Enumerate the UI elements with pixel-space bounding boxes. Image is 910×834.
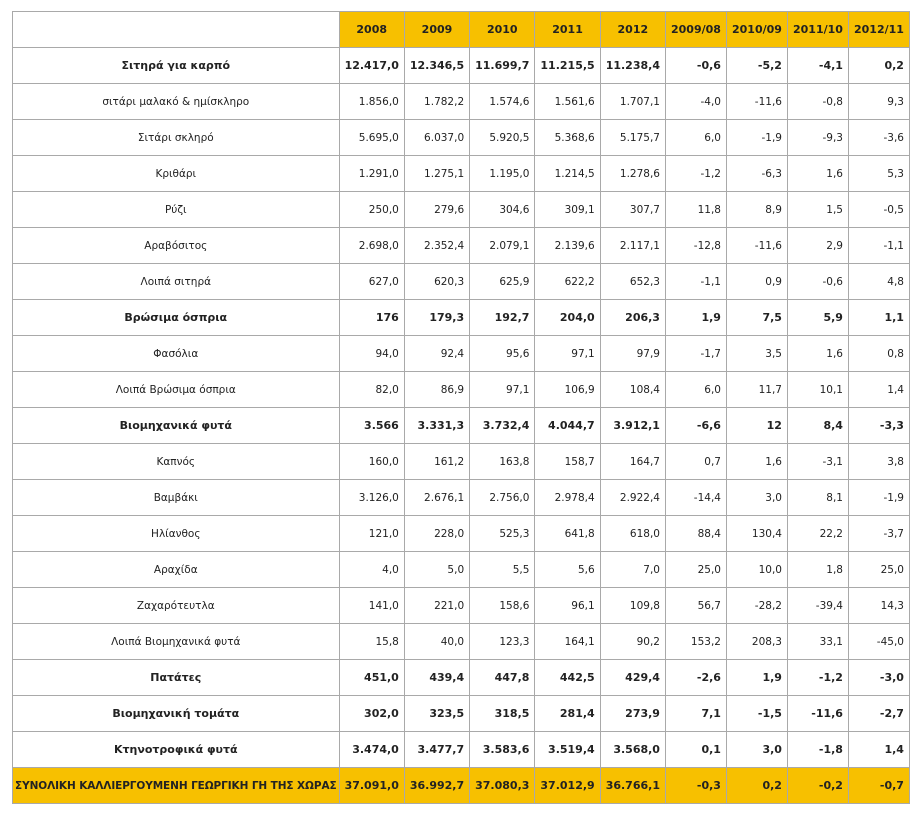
row-value: 1,4 (848, 732, 909, 768)
total-value: 37.091,0 (339, 768, 404, 804)
row-value: 7,1 (665, 696, 726, 732)
table-row (13, 732, 910, 768)
table-row (13, 624, 910, 660)
row-value: 8,9 (726, 192, 787, 228)
row-value: 88,4 (665, 516, 726, 552)
row-value: 2.978,4 (535, 480, 600, 516)
table-row (13, 156, 910, 192)
table-row (13, 696, 910, 732)
row-value: 4,0 (339, 552, 404, 588)
row-value: 1.291,0 (339, 156, 404, 192)
row-value: 652,3 (600, 264, 665, 300)
row-value: 204,0 (535, 300, 600, 336)
row-value: -45,0 (848, 624, 909, 660)
row-value: 8,1 (787, 480, 848, 516)
row-label: Αραχίδα (13, 552, 340, 588)
row-value: -11,6 (787, 696, 848, 732)
table-row (13, 588, 910, 624)
row-value: 3,0 (726, 480, 787, 516)
row-value: 4.044,7 (535, 408, 600, 444)
row-value: 1.195,0 (470, 156, 535, 192)
row-value: 1.856,0 (339, 84, 404, 120)
row-value: -9,3 (787, 120, 848, 156)
row-value: -1,7 (665, 336, 726, 372)
row-value: 11.238,4 (600, 48, 665, 84)
row-value: -1,5 (726, 696, 787, 732)
row-value: 15,8 (339, 624, 404, 660)
row-value: 130,4 (726, 516, 787, 552)
row-value: 97,1 (470, 372, 535, 408)
row-value: 625,9 (470, 264, 535, 300)
row-label: Βιομηχανική τομάτα (13, 696, 340, 732)
column-header: 2010/09 (726, 12, 787, 48)
row-value: 1.782,2 (404, 84, 469, 120)
row-value: -0,6 (787, 264, 848, 300)
row-value: 0,1 (665, 732, 726, 768)
column-header: 2010 (470, 12, 535, 48)
row-value: 2.922,4 (600, 480, 665, 516)
row-value: 442,5 (535, 660, 600, 696)
row-value: 318,5 (470, 696, 535, 732)
row-value: 6.037,0 (404, 120, 469, 156)
total-value: 36.766,1 (600, 768, 665, 804)
row-value: 7,5 (726, 300, 787, 336)
table-body (13, 48, 910, 768)
row-value: 5,3 (848, 156, 909, 192)
row-value: -6,3 (726, 156, 787, 192)
row-value: 5,0 (404, 552, 469, 588)
row-value: 161,2 (404, 444, 469, 480)
total-value: -0,3 (665, 768, 726, 804)
row-value: -3,3 (848, 408, 909, 444)
row-value: 618,0 (600, 516, 665, 552)
crop-area-table (12, 11, 910, 804)
row-value: 2.079,1 (470, 228, 535, 264)
row-value: 176 (339, 300, 404, 336)
row-value: 0,2 (848, 48, 909, 84)
row-value: -1,9 (726, 120, 787, 156)
row-value: 309,1 (535, 192, 600, 228)
row-value: 622,2 (535, 264, 600, 300)
row-value: 281,4 (535, 696, 600, 732)
row-value: 307,7 (600, 192, 665, 228)
row-value: 1,4 (848, 372, 909, 408)
row-value: -4,0 (665, 84, 726, 120)
row-value: 121,0 (339, 516, 404, 552)
row-value: 1,9 (726, 660, 787, 696)
row-value: -2,7 (848, 696, 909, 732)
row-value: 92,4 (404, 336, 469, 372)
total-label: ΣΥΝΟΛΙΚΗ ΚΑΛΛΙΕΡΓΟΥΜΕΝΗ ΓΕΩΡΓΙΚΗ ΓΗ ΤΗΣ ΧΩΡΑΣ (13, 768, 340, 804)
row-value: 279,6 (404, 192, 469, 228)
row-value: 106,9 (535, 372, 600, 408)
row-value: 9,3 (848, 84, 909, 120)
row-value: -39,4 (787, 588, 848, 624)
row-label: Καπνός (13, 444, 340, 480)
row-value: 208,3 (726, 624, 787, 660)
row-value: 5,6 (535, 552, 600, 588)
row-value: 1,1 (848, 300, 909, 336)
table-row (13, 300, 910, 336)
total-row (13, 768, 910, 804)
row-value: 25,0 (848, 552, 909, 588)
row-value: 25,0 (665, 552, 726, 588)
row-value: 3.331,3 (404, 408, 469, 444)
table-row (13, 660, 910, 696)
row-value: 11,7 (726, 372, 787, 408)
row-value: 447,8 (470, 660, 535, 696)
row-value: -3,1 (787, 444, 848, 480)
row-label: Βαμβάκι (13, 480, 340, 516)
column-header: 2008 (339, 12, 404, 48)
row-label: Ηλίανθος (13, 516, 340, 552)
row-value: -14,4 (665, 480, 726, 516)
row-value: 206,3 (600, 300, 665, 336)
row-value: 641,8 (535, 516, 600, 552)
row-value: 0,8 (848, 336, 909, 372)
row-label: Λοιπά σιτηρά (13, 264, 340, 300)
row-value: 90,2 (600, 624, 665, 660)
row-value: 3.583,6 (470, 732, 535, 768)
table-row (13, 480, 910, 516)
row-label: σιτάρι μαλακό & ημίσκληρο (13, 84, 340, 120)
row-value: 525,3 (470, 516, 535, 552)
total-value: 37.080,3 (470, 768, 535, 804)
row-value: 11.215,5 (535, 48, 600, 84)
row-value: 429,4 (600, 660, 665, 696)
row-value: -11,6 (726, 84, 787, 120)
row-label: Σιτηρά για καρπό (13, 48, 340, 84)
row-value: -3,0 (848, 660, 909, 696)
row-value: 12 (726, 408, 787, 444)
row-value: 5.368,6 (535, 120, 600, 156)
row-value: 439,4 (404, 660, 469, 696)
total-value: 37.012,9 (535, 768, 600, 804)
row-value: 5,9 (787, 300, 848, 336)
row-value: 1,6 (726, 444, 787, 480)
table-row (13, 372, 910, 408)
row-label: Πατάτες (13, 660, 340, 696)
row-value: 82,0 (339, 372, 404, 408)
row-label: Λοιπά Βιομηχανικά φυτά (13, 624, 340, 660)
row-value: 163,8 (470, 444, 535, 480)
row-value: 97,1 (535, 336, 600, 372)
table-row (13, 408, 910, 444)
row-value: 141,0 (339, 588, 404, 624)
row-value: 1.574,6 (470, 84, 535, 120)
row-value: 2.139,6 (535, 228, 600, 264)
row-value: -28,2 (726, 588, 787, 624)
row-value: -1,2 (787, 660, 848, 696)
table-row (13, 516, 910, 552)
row-value: -0,5 (848, 192, 909, 228)
row-value: 10,1 (787, 372, 848, 408)
row-value: 2.698,0 (339, 228, 404, 264)
row-value: 33,1 (787, 624, 848, 660)
row-value: 3.568,0 (600, 732, 665, 768)
table-row (13, 444, 910, 480)
row-label: Κτηνοτροφικά φυτά (13, 732, 340, 768)
table-row (13, 552, 910, 588)
row-value: 3.912,1 (600, 408, 665, 444)
row-value: 6,0 (665, 120, 726, 156)
row-value: -1,8 (787, 732, 848, 768)
row-value: 1.278,6 (600, 156, 665, 192)
row-value: 302,0 (339, 696, 404, 732)
column-header: 2012/11 (848, 12, 909, 48)
row-label: Σιτάρι σκληρό (13, 120, 340, 156)
row-value: 5.175,7 (600, 120, 665, 156)
row-value: 3.566 (339, 408, 404, 444)
row-value: 250,0 (339, 192, 404, 228)
row-value: 2.756,0 (470, 480, 535, 516)
column-header: 2012 (600, 12, 665, 48)
row-value: 221,0 (404, 588, 469, 624)
row-label: Αραβόσιτος (13, 228, 340, 264)
row-value: 1.707,1 (600, 84, 665, 120)
row-value: 0,7 (665, 444, 726, 480)
row-value: 94,0 (339, 336, 404, 372)
row-value: 22,2 (787, 516, 848, 552)
total-value: -0,2 (787, 768, 848, 804)
row-value: 10,0 (726, 552, 787, 588)
row-value: 3,0 (726, 732, 787, 768)
row-value: 1.275,1 (404, 156, 469, 192)
row-value: 0,9 (726, 264, 787, 300)
row-value: 273,9 (600, 696, 665, 732)
row-value: -4,1 (787, 48, 848, 84)
row-value: 304,6 (470, 192, 535, 228)
row-value: -12,8 (665, 228, 726, 264)
row-value: 96,1 (535, 588, 600, 624)
row-value: 3.519,4 (535, 732, 600, 768)
table-row (13, 192, 910, 228)
row-value: 2.352,4 (404, 228, 469, 264)
row-value: 1,8 (787, 552, 848, 588)
row-value: 108,4 (600, 372, 665, 408)
row-value: 179,3 (404, 300, 469, 336)
header-row (13, 12, 910, 48)
row-value: 164,7 (600, 444, 665, 480)
row-value: 620,3 (404, 264, 469, 300)
table-row (13, 120, 910, 156)
row-value: -1,2 (665, 156, 726, 192)
row-value: 12.417,0 (339, 48, 404, 84)
row-value: 8,4 (787, 408, 848, 444)
row-value: 95,6 (470, 336, 535, 372)
row-value: 158,7 (535, 444, 600, 480)
row-value: 1,9 (665, 300, 726, 336)
row-value: 153,2 (665, 624, 726, 660)
row-value: -11,6 (726, 228, 787, 264)
row-value: 1,6 (787, 336, 848, 372)
table-row (13, 264, 910, 300)
row-value: 5,5 (470, 552, 535, 588)
total-value: 0,2 (726, 768, 787, 804)
row-value: 7,0 (600, 552, 665, 588)
row-label: Βιομηχανικά φυτά (13, 408, 340, 444)
row-value: 1,6 (787, 156, 848, 192)
row-value: 2.117,1 (600, 228, 665, 264)
row-label: Ρύζι (13, 192, 340, 228)
row-value: -0,6 (665, 48, 726, 84)
row-value: 5.695,0 (339, 120, 404, 156)
row-value: 1,5 (787, 192, 848, 228)
row-value: 158,6 (470, 588, 535, 624)
row-value: 451,0 (339, 660, 404, 696)
table-row (13, 84, 910, 120)
row-label: Λοιπά Βρώσιμα όσπρια (13, 372, 340, 408)
row-value: 56,7 (665, 588, 726, 624)
row-value: 6,0 (665, 372, 726, 408)
table-row (13, 336, 910, 372)
table-row (13, 48, 910, 84)
row-value: -1,1 (665, 264, 726, 300)
row-value: 109,8 (600, 588, 665, 624)
total-value: -0,7 (848, 768, 909, 804)
table-row (13, 228, 910, 264)
row-label: Φασόλια (13, 336, 340, 372)
row-value: 14,3 (848, 588, 909, 624)
row-value: 97,9 (600, 336, 665, 372)
row-value: 3.126,0 (339, 480, 404, 516)
row-value: 3,5 (726, 336, 787, 372)
row-value: -2,6 (665, 660, 726, 696)
row-value: 5.920,5 (470, 120, 535, 156)
row-value: -3,6 (848, 120, 909, 156)
column-header: 2011/10 (787, 12, 848, 48)
row-value: 2,9 (787, 228, 848, 264)
row-value: -1,9 (848, 480, 909, 516)
row-value: 627,0 (339, 264, 404, 300)
column-header: 2009/08 (665, 12, 726, 48)
row-value: 1.561,6 (535, 84, 600, 120)
row-value: 2.676,1 (404, 480, 469, 516)
row-value: 3,8 (848, 444, 909, 480)
column-header: 2011 (535, 12, 600, 48)
row-value: 323,5 (404, 696, 469, 732)
row-value: 123,3 (470, 624, 535, 660)
row-value: 12.346,5 (404, 48, 469, 84)
row-value: -0,8 (787, 84, 848, 120)
row-value: 86,9 (404, 372, 469, 408)
row-value: 192,7 (470, 300, 535, 336)
row-value: 164,1 (535, 624, 600, 660)
row-value: -6,6 (665, 408, 726, 444)
row-value: 1.214,5 (535, 156, 600, 192)
row-value: 160,0 (339, 444, 404, 480)
row-label: Ζαχαρότευτλα (13, 588, 340, 624)
row-value: 3.477,7 (404, 732, 469, 768)
row-value: 4,8 (848, 264, 909, 300)
row-value: -3,7 (848, 516, 909, 552)
header-corner-cell (13, 12, 340, 48)
row-label: Κριθάρι (13, 156, 340, 192)
row-value: 11,8 (665, 192, 726, 228)
row-value: -5,2 (726, 48, 787, 84)
row-value: 11.699,7 (470, 48, 535, 84)
total-value: 36.992,7 (404, 768, 469, 804)
column-header: 2009 (404, 12, 469, 48)
row-value: 40,0 (404, 624, 469, 660)
row-value: 3.732,4 (470, 408, 535, 444)
row-value: 3.474,0 (339, 732, 404, 768)
row-value: 228,0 (404, 516, 469, 552)
row-label: Βρώσιμα όσπρια (13, 300, 340, 336)
row-value: -1,1 (848, 228, 909, 264)
